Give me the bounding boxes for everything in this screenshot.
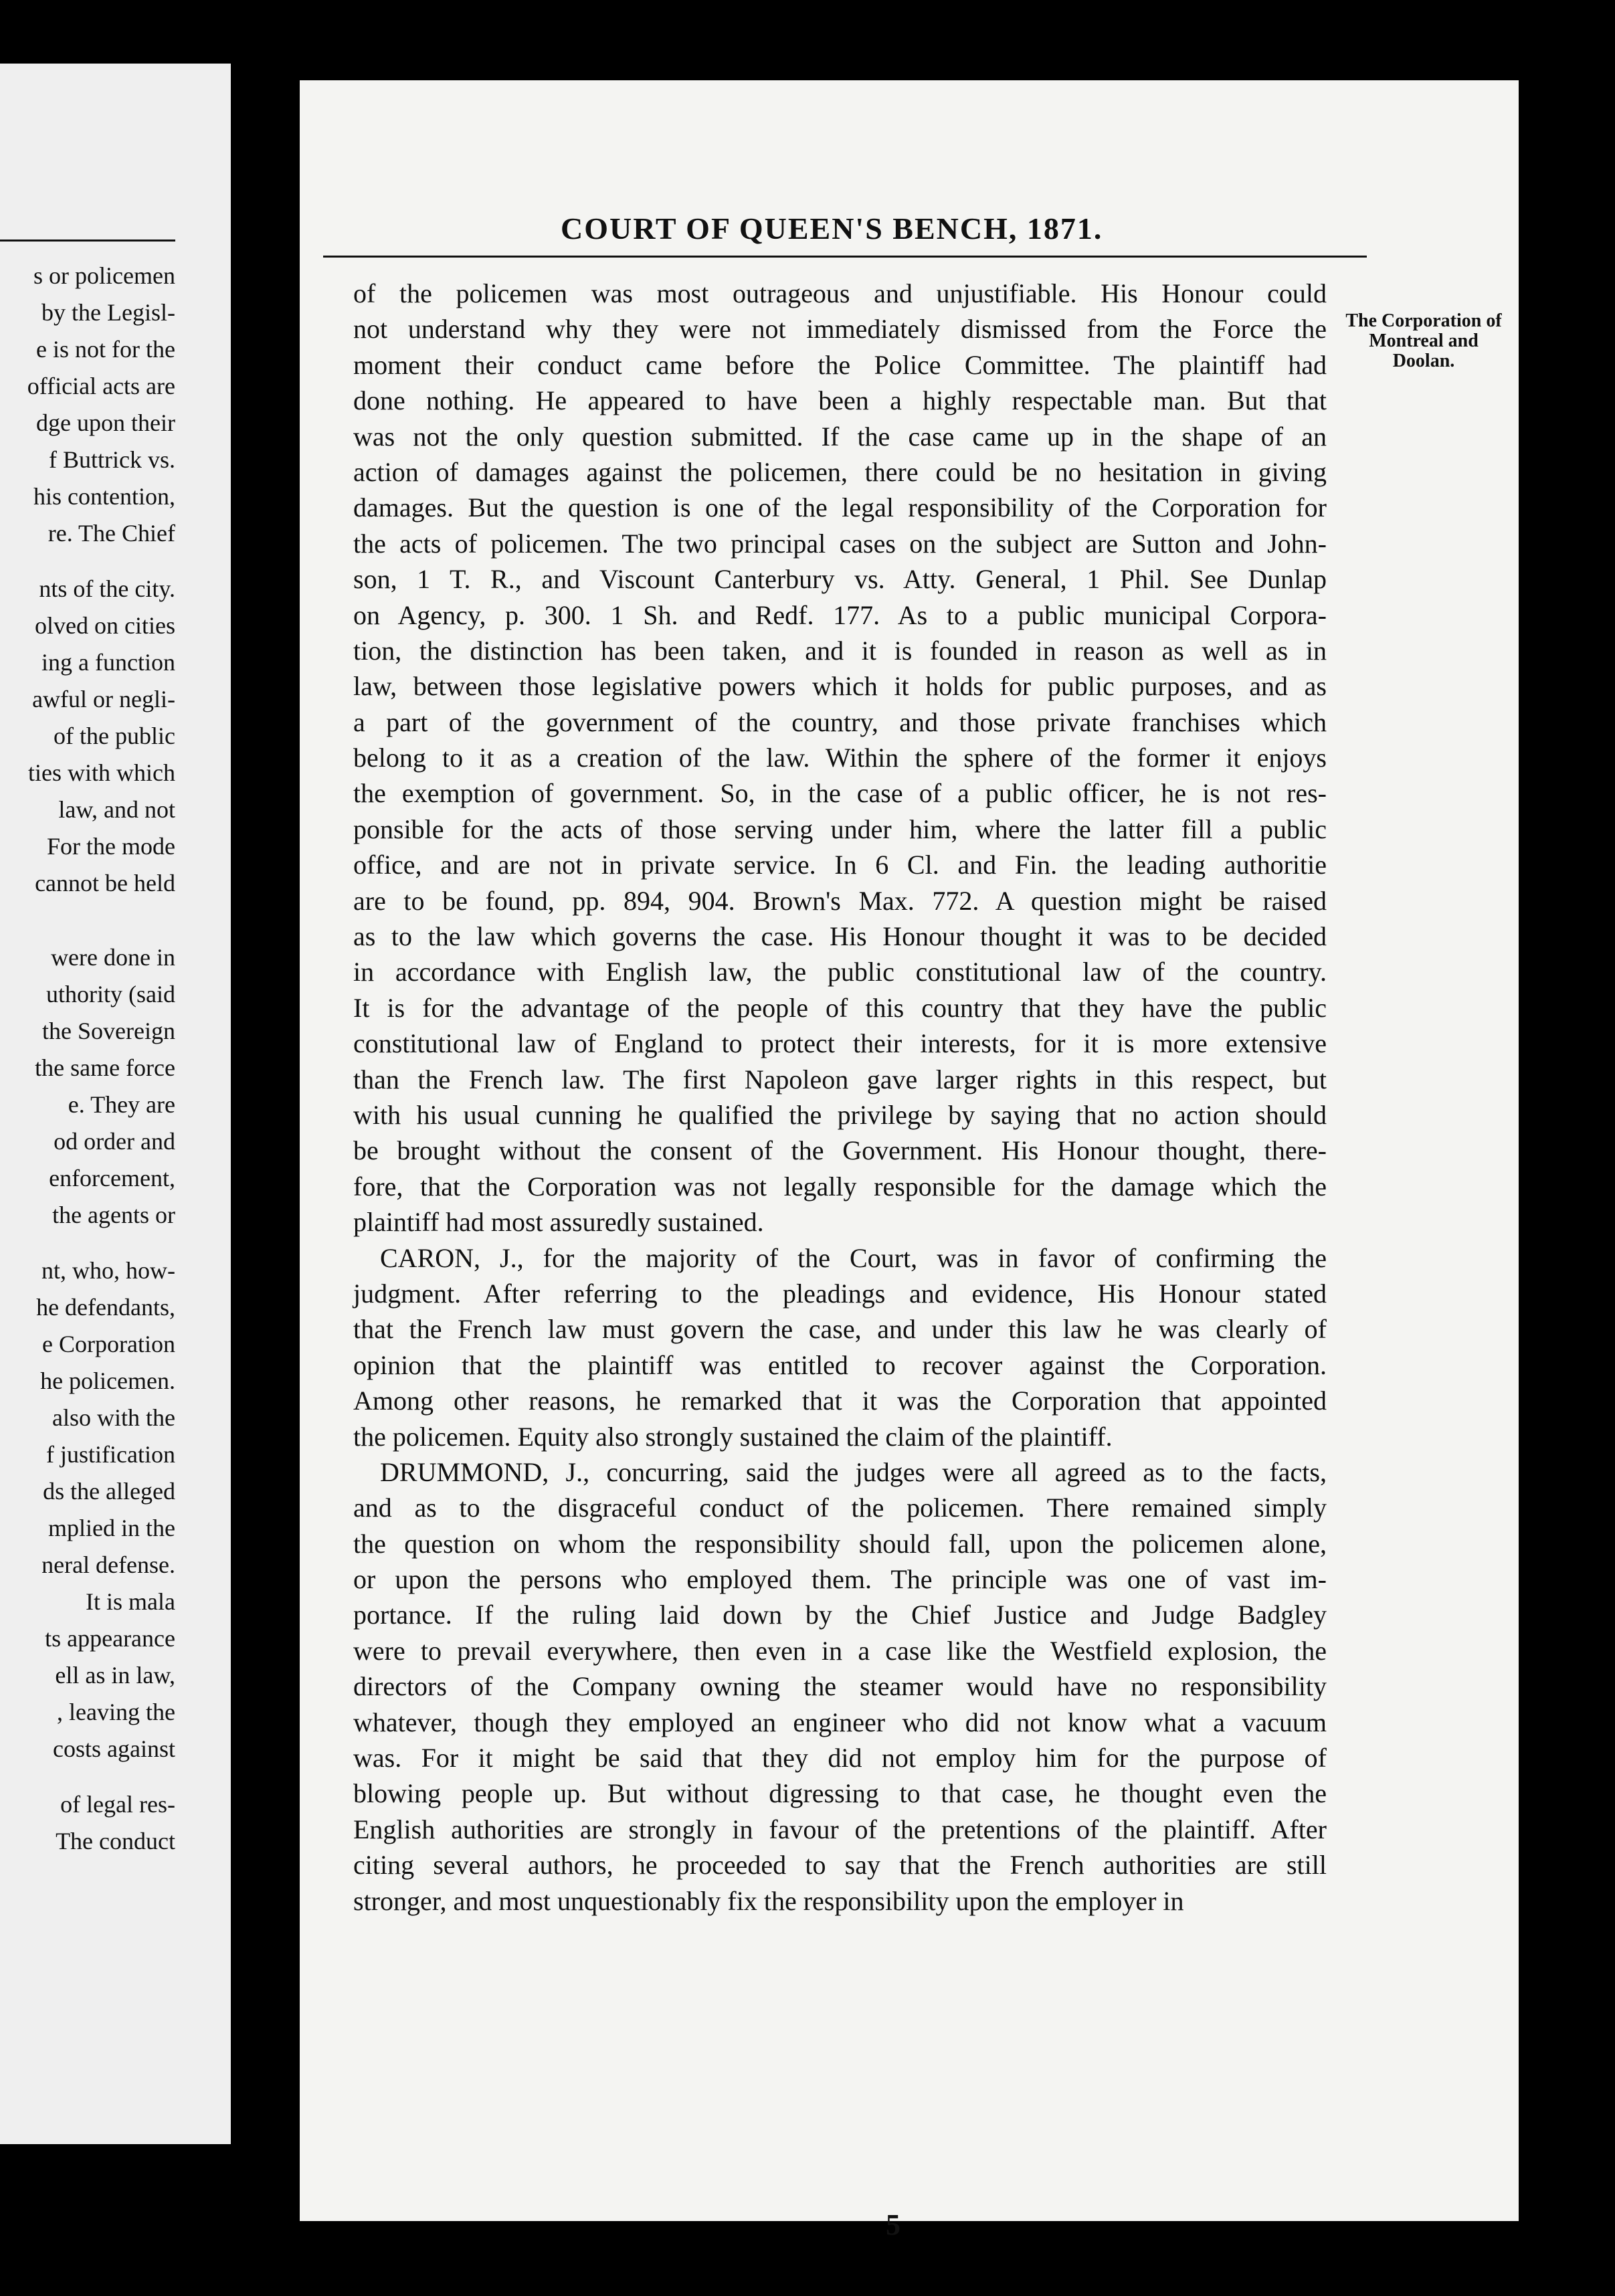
facing-page-fragment bbox=[0, 64, 231, 2144]
facing-page-line: law, and not bbox=[58, 796, 175, 823]
facing-page-line: nts of the city. bbox=[39, 575, 175, 602]
facing-page-text bbox=[0, 258, 175, 1860]
header-rule bbox=[323, 256, 1367, 258]
facing-page-line: he defendants, bbox=[36, 1294, 175, 1321]
page-body-text bbox=[353, 276, 1327, 1919]
facing-page-line: ing a function bbox=[41, 649, 175, 676]
text-line: moment their conduct came before the Police Committee. The plaintiff had bbox=[353, 349, 1327, 380]
text-line: CARON, J., for the majority of the Court, was in favor of confirming the bbox=[380, 1242, 1327, 1273]
facing-page-line: his contention, bbox=[33, 483, 175, 510]
running-title: COURT OF QUEEN'S BENCH, 1871. bbox=[561, 211, 1103, 246]
text-line: damages. But the question is one of the legal responsibility of the Corporation for bbox=[353, 492, 1327, 523]
facing-page-line: official acts are bbox=[27, 373, 175, 399]
text-line: portance. If the ruling laid down by the Chief Justice and Judge Badgley bbox=[353, 1600, 1327, 1630]
facing-page-line: e is not for the bbox=[36, 336, 175, 363]
facing-page-line: olved on cities bbox=[35, 612, 175, 639]
text-line: on Agency, p. 300. 1 Sh. and Redf. 177. As to a public municipal Corpora- bbox=[353, 599, 1327, 630]
text-line: were to prevail everywhere, then even in a case like the Westfield explosion, the bbox=[353, 1635, 1327, 1666]
facing-page-line: by the Legisl- bbox=[41, 299, 175, 326]
facing-page-line: It is mala bbox=[86, 1588, 175, 1615]
text-line: citing several authors, he proceeded to say that the French authorities are still bbox=[353, 1850, 1327, 1881]
text-line: ponsible for the acts of those serving under him, where the latter fill a public bbox=[353, 814, 1327, 844]
facing-page-line: e. They are bbox=[68, 1091, 175, 1118]
text-line: office, and are not in private service. In 6 Cl. and Fin. the leading authoritie bbox=[353, 850, 1327, 880]
text-line: with his usual cunning he qualified the privilege by saying that no action should bbox=[353, 1099, 1327, 1130]
text-line: the question on whom the responsibility should fall, upon the policemen alone, bbox=[353, 1528, 1327, 1559]
running-header bbox=[561, 211, 1615, 246]
facing-page-gap bbox=[0, 1767, 175, 1786]
text-line: directors of the Company owning the steamer would have no responsibility bbox=[353, 1671, 1327, 1702]
text-line: in accordance with English law, the public constitutional law of the country. bbox=[353, 957, 1327, 987]
text-line: that the French law must govern the case, and under this law he was clearly of bbox=[353, 1314, 1327, 1345]
facing-page-line: he policemen. bbox=[40, 1367, 175, 1394]
text-line: constitutional law of England to protect their interests, for it is more extensive bbox=[353, 1028, 1327, 1059]
facing-page-line: For the mode bbox=[47, 833, 175, 860]
facing-page-line: also with the bbox=[52, 1404, 175, 1431]
text-line: not understand why they were not immediately dismissed from the Force the bbox=[353, 314, 1327, 345]
text-line: judgment. After referring to the pleadings and evidence, His Honour stated bbox=[353, 1278, 1327, 1309]
facing-page-line: were done in bbox=[51, 944, 175, 971]
text-line: than the French law. The first Napoleon gave larger rights in this respect, but bbox=[353, 1064, 1327, 1094]
facing-page-line: ties with which bbox=[28, 759, 175, 786]
facing-page-line: of the public bbox=[54, 723, 175, 749]
text-line: was not the only question submitted. If the case came up in the shape of an bbox=[353, 421, 1327, 452]
facing-page-line: the same force bbox=[35, 1054, 175, 1081]
text-line: It is for the advantage of the people of this country that they have the public bbox=[353, 992, 1327, 1023]
text-line: opinion that the plaintiff was entitled to recover against the Corporation. bbox=[353, 1349, 1327, 1380]
text-line: tion, the distinction has been taken, and it is founded in reason as well as in bbox=[353, 635, 1327, 666]
facing-page-line: costs against bbox=[53, 1735, 175, 1762]
text-line: son, 1 T. R., and Viscount Canterbury vs. Atty. General, 1 Phil. See Dunlap bbox=[353, 564, 1327, 595]
text-line: English authorities are strongly in favour of the pretentions of the plaintiff. After bbox=[353, 1814, 1327, 1844]
facing-page-line: neral defense. bbox=[41, 1551, 175, 1578]
book-gutter bbox=[241, 0, 301, 2296]
facing-page-line: ell as in law, bbox=[55, 1662, 175, 1689]
text-line: are to be found, pp. 894, 904. Brown's Max. 772. A question might be raised bbox=[353, 885, 1327, 916]
facing-page-line: od order and bbox=[54, 1128, 175, 1155]
text-line: belong to it as a creation of the law. Within the sphere of the former it enjoys bbox=[353, 743, 1327, 773]
text-line: fore, that the Corporation was not legally responsible for the damage which the bbox=[353, 1171, 1327, 1202]
facing-page-line: awful or negli- bbox=[32, 686, 175, 712]
facing-page-gap bbox=[0, 1234, 175, 1252]
facing-page-gap bbox=[0, 902, 175, 921]
facing-page-gap bbox=[0, 921, 175, 939]
text-line: was. For it might be said that they did not employ him for the purpose of bbox=[353, 1743, 1327, 1774]
facing-page-gap bbox=[0, 552, 175, 571]
text-line: done nothing. He appeared to have been a highly respectable man. But that bbox=[353, 385, 1327, 416]
text-line: the acts of policemen. The two principal cases on the subject are Sutton and John- bbox=[353, 528, 1327, 559]
facing-page-line: cannot be held bbox=[35, 870, 175, 896]
text-line: of the policemen was most outrageous and unjustifiable. His Honour could bbox=[353, 278, 1327, 308]
text-line: the exemption of government. So, in the case of a public officer, he is not res- bbox=[353, 778, 1327, 809]
facing-page-line: ds the alleged bbox=[43, 1478, 175, 1505]
text-line: action of damages against the policemen, there could be no hesitation in giving bbox=[353, 456, 1327, 487]
facing-page-line: ts appearance bbox=[45, 1625, 175, 1652]
text-line: DRUMMOND, J., concurring, said the judges were all agreed as to the facts, bbox=[380, 1456, 1327, 1487]
facing-page-line: , leaving the bbox=[57, 1699, 175, 1725]
facing-page-line: mplied in the bbox=[48, 1515, 175, 1541]
facing-page-line: The conduct bbox=[56, 1828, 175, 1854]
margin-note: The Corporation of Montreal and Doolan. bbox=[1345, 310, 1502, 371]
text-line: blowing people up. But without digressing to that case, he thought even the bbox=[353, 1778, 1327, 1809]
facing-page-line: e Corporation bbox=[42, 1331, 175, 1357]
facing-page-header-rule bbox=[0, 240, 175, 242]
facing-page-line: dge upon their bbox=[36, 409, 175, 436]
text-line: be brought without the consent of the Government. His Honour thought, there- bbox=[353, 1135, 1327, 1166]
scanned-page bbox=[300, 80, 1519, 2241]
text-line: or upon the persons who employed them. The principle was one of vast im- bbox=[353, 1564, 1327, 1595]
facing-page-line: re. The Chief bbox=[48, 520, 175, 547]
text-line: and as to the disgraceful conduct of the policemen. There remained simply bbox=[353, 1493, 1327, 1523]
facing-page-line: uthority (said bbox=[46, 981, 175, 1008]
facing-page-line: nt, who, how- bbox=[41, 1257, 175, 1284]
facing-page-line: enforcement, bbox=[49, 1165, 175, 1191]
bottom-mark: 5 bbox=[886, 2208, 900, 2241]
facing-page-line: the Sovereign bbox=[42, 1018, 175, 1044]
facing-page-line: the agents or bbox=[52, 1202, 175, 1228]
text-line: plaintiff had most assuredly sustained. bbox=[353, 1207, 764, 1238]
text-line: a part of the government of the country, and those private franchises which bbox=[353, 706, 1327, 737]
facing-page-line: s or policemen bbox=[33, 262, 175, 289]
text-line: stronger, and most unquestionably fix the responsibility upon the employer in bbox=[353, 1885, 1184, 1916]
text-line: Among other reasons, he remarked that it was the Corporation that appointed bbox=[353, 1385, 1327, 1416]
facing-page-line: of legal res- bbox=[60, 1791, 175, 1818]
facing-page-line: f Buttrick vs. bbox=[49, 446, 175, 473]
text-line: whatever, though they employed an engineer who did not know what a vacuum bbox=[353, 1707, 1327, 1737]
scan-border bbox=[1519, 0, 1615, 2296]
text-line: as to the law which governs the case. His Honour thought it was to be decided bbox=[353, 921, 1327, 952]
facing-page-line: f justification bbox=[46, 1441, 175, 1468]
text-line: law, between those legislative powers which it holds for public purposes, and as bbox=[353, 671, 1327, 702]
text-line: the policemen. Equity also strongly sustained the claim of the plaintiff. bbox=[353, 1421, 1113, 1452]
